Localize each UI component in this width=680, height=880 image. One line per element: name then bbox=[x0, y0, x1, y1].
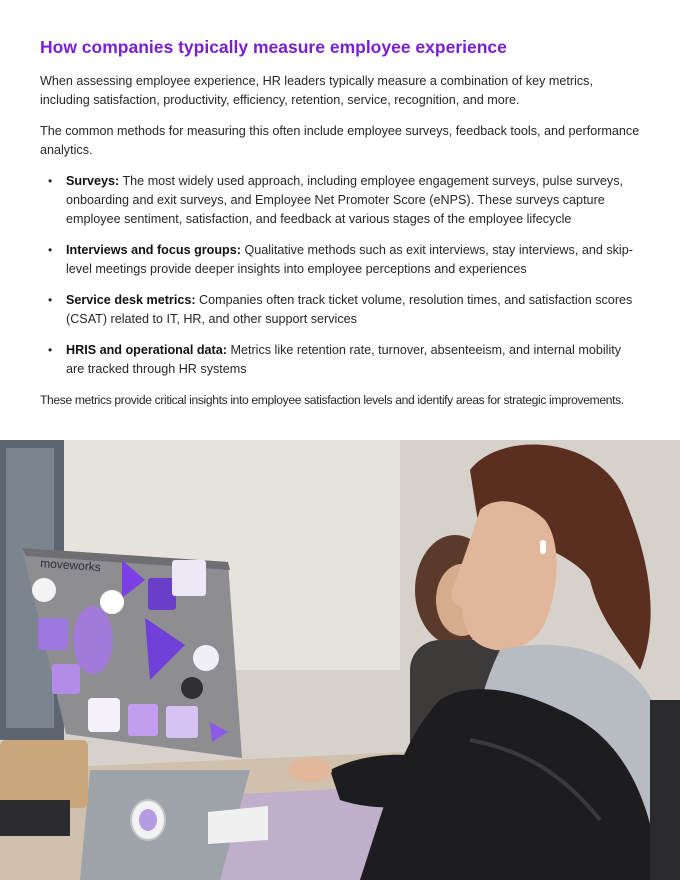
bullet-icon: • bbox=[48, 174, 53, 188]
list-item-term: Service desk metrics: bbox=[66, 293, 196, 307]
bullet-icon: • bbox=[48, 343, 53, 357]
list-item-term: Surveys: bbox=[66, 174, 120, 188]
methods-list bbox=[40, 172, 640, 379]
bullet-icon: • bbox=[48, 243, 53, 257]
closing-paragraph: These metrics provide critical insights into employee satisfaction levels and identify areas for strategic improvements. bbox=[40, 393, 624, 407]
section-heading: How companies typically measure employee experience bbox=[40, 37, 507, 57]
photo-illustration bbox=[0, 440, 680, 880]
list-item bbox=[40, 341, 640, 379]
list-item-text: Companies often track ticket volume, resolution times, and satisfaction scores (CSAT) related to IT, HR, and other support services bbox=[66, 293, 633, 326]
office-photo bbox=[0, 440, 680, 880]
article bbox=[40, 36, 640, 422]
list-item bbox=[40, 241, 640, 279]
list-item-term: HRIS and operational data: bbox=[66, 343, 227, 357]
list-item-text: Metrics like retention rate, turnover, absenteeism, and internal mobility are tracked through HR systems bbox=[66, 343, 622, 376]
laptop-brand-text: moveworks bbox=[39, 556, 102, 575]
list-item bbox=[40, 172, 640, 229]
list-item-term: Interviews and focus groups: bbox=[66, 243, 241, 257]
list-item bbox=[40, 291, 640, 329]
intro-paragraph-2: The common methods for measuring this often include employee surveys, feedback tools, and performance analytics. bbox=[40, 124, 640, 157]
intro-paragraph-1: When assessing employee experience, HR leaders typically measure a combination of key metrics, including satisfaction, productivity, efficiency, retention, service, recognition, and more. bbox=[40, 74, 593, 107]
bullet-icon: • bbox=[48, 293, 53, 307]
list-item-text: Qualitative methods such as exit interviews, stay interviews, and skip-level meetings provide deeper insights into employee perceptions and experiences bbox=[66, 243, 633, 276]
list-item-text: The most widely used approach, including employee engagement surveys, pulse surveys, onboarding and exit surveys, and Employee Net Promoter Score (eNPS). These surveys capture employee sentiment, satisfaction, and feedback at various stages of the employee lifecycle bbox=[66, 174, 624, 226]
